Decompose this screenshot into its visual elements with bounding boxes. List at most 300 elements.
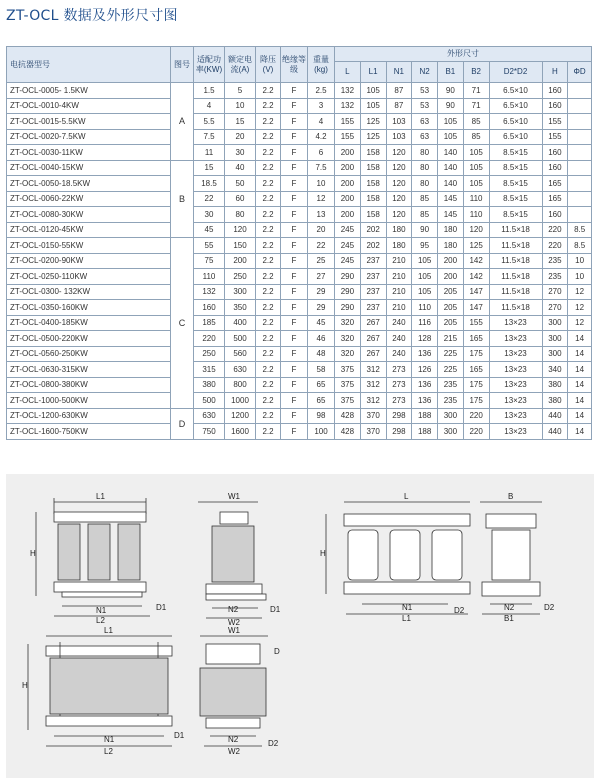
cell-value: 2.2 bbox=[256, 284, 281, 300]
cell-value: F bbox=[281, 284, 308, 300]
cell-value: 300 bbox=[438, 424, 464, 440]
cell-value: 45 bbox=[308, 315, 335, 331]
cell-value: 80 bbox=[412, 145, 438, 161]
cell-value: 185 bbox=[194, 315, 225, 331]
cell-value: F bbox=[281, 315, 308, 331]
cell-value: 29 bbox=[308, 284, 335, 300]
cell-model: ZT-OCL-0800-380KW bbox=[7, 377, 171, 393]
cell-value: 120 bbox=[386, 145, 412, 161]
cell-value: 105 bbox=[463, 160, 489, 176]
cell-model: ZT-OCL-0030-11KW bbox=[7, 145, 171, 161]
cell-value: 750 bbox=[194, 424, 225, 440]
cell-value: 245 bbox=[335, 222, 361, 238]
cell-value: 155 bbox=[463, 315, 489, 331]
label-d2-d: D2 bbox=[268, 739, 279, 748]
cell-value: 320 bbox=[335, 315, 361, 331]
cell-model: ZT-OCL-0630-315KW bbox=[7, 362, 171, 378]
cell-value: 14 bbox=[568, 346, 592, 362]
cell-value: 14 bbox=[568, 377, 592, 393]
header-dim: N1 bbox=[386, 62, 412, 83]
cell-value: 136 bbox=[412, 393, 438, 409]
cell-value: 105 bbox=[412, 253, 438, 269]
cell-value: 13×23 bbox=[489, 315, 542, 331]
cell-group: A bbox=[171, 83, 194, 161]
cell-value: 2.2 bbox=[256, 83, 281, 99]
table-row bbox=[7, 408, 592, 424]
cell-value: F bbox=[281, 207, 308, 223]
cell-value: F bbox=[281, 377, 308, 393]
cell-value: 95 bbox=[412, 238, 438, 254]
cell-value: 2.2 bbox=[256, 377, 281, 393]
cell-value: 340 bbox=[542, 362, 568, 378]
cell-model: ZT-OCL-0250-110KW bbox=[7, 269, 171, 285]
cell-value: 14 bbox=[568, 362, 592, 378]
dimension-drawings-panel bbox=[6, 474, 594, 778]
cell-value: 155 bbox=[542, 114, 568, 130]
cell-value: 75 bbox=[194, 253, 225, 269]
cell-value: 2.2 bbox=[256, 114, 281, 130]
cell-value: 2.2 bbox=[256, 393, 281, 409]
cell-value: 1600 bbox=[225, 424, 256, 440]
cell-value: 11.5×18 bbox=[489, 238, 542, 254]
cell-value: 235 bbox=[438, 377, 464, 393]
cell-value: 105 bbox=[360, 83, 386, 99]
cell-value: 8.5 bbox=[568, 222, 592, 238]
cell-value: F bbox=[281, 160, 308, 176]
cell-value: 200 bbox=[335, 145, 361, 161]
cell-value: 12 bbox=[568, 300, 592, 316]
cell-value: 80 bbox=[225, 207, 256, 223]
table-row bbox=[7, 253, 592, 269]
cell-value: 2.2 bbox=[256, 346, 281, 362]
cell-value: 165 bbox=[542, 176, 568, 192]
cell-model: ZT-OCL-0400-185KW bbox=[7, 315, 171, 331]
cell-value bbox=[568, 129, 592, 145]
header-dim: L bbox=[335, 62, 361, 83]
cell-value: 220 bbox=[542, 222, 568, 238]
label-l1-a: L1 bbox=[96, 492, 105, 501]
cell-value: 7.5 bbox=[308, 160, 335, 176]
cell-value: 12 bbox=[308, 191, 335, 207]
cell-value: 160 bbox=[542, 98, 568, 114]
cell-value: 6.5×10 bbox=[489, 98, 542, 114]
table-row bbox=[7, 114, 592, 130]
cell-value: 6.5×10 bbox=[489, 83, 542, 99]
cell-value: 800 bbox=[225, 377, 256, 393]
cell-value: 60 bbox=[225, 191, 256, 207]
cell-value: 12 bbox=[568, 315, 592, 331]
table-row bbox=[7, 83, 592, 99]
cell-value: F bbox=[281, 362, 308, 378]
cell-model: ZT-OCL-0350-160KW bbox=[7, 300, 171, 316]
cell-value: 10 bbox=[568, 253, 592, 269]
cell-model: ZT-OCL-0005- 1.5KW bbox=[7, 83, 171, 99]
cell-value bbox=[568, 207, 592, 223]
cell-value: 132 bbox=[335, 83, 361, 99]
cell-value: F bbox=[281, 393, 308, 409]
cell-value: 22 bbox=[194, 191, 225, 207]
cell-value: 180 bbox=[386, 222, 412, 238]
cell-value: 6.5×10 bbox=[489, 114, 542, 130]
cell-value: 120 bbox=[463, 222, 489, 238]
cell-value: 125 bbox=[360, 129, 386, 145]
cell-model: ZT-OCL-0300- 132KW bbox=[7, 284, 171, 300]
cell-value: F bbox=[281, 98, 308, 114]
cell-value: 220 bbox=[463, 424, 489, 440]
cell-value: 85 bbox=[412, 191, 438, 207]
label-n1-b: N1 bbox=[402, 603, 413, 612]
cell-model: ZT-OCL-0200-90KW bbox=[7, 253, 171, 269]
cell-value: F bbox=[281, 253, 308, 269]
cell-value: 312 bbox=[360, 362, 386, 378]
label-d2-side-b: D2 bbox=[544, 603, 555, 612]
cell-value: 13×23 bbox=[489, 377, 542, 393]
label-n1-d: N1 bbox=[104, 735, 115, 744]
cell-value: 270 bbox=[542, 284, 568, 300]
cell-value: 145 bbox=[438, 191, 464, 207]
cell-value: 250 bbox=[225, 269, 256, 285]
table-row bbox=[7, 393, 592, 409]
cell-value: 80 bbox=[412, 160, 438, 176]
cell-value: 440 bbox=[542, 408, 568, 424]
cell-value: 165 bbox=[542, 191, 568, 207]
cell-value: 267 bbox=[360, 315, 386, 331]
cell-model: ZT-OCL-0120-45KW bbox=[7, 222, 171, 238]
cell-value: 205 bbox=[438, 284, 464, 300]
cell-value: 15 bbox=[225, 114, 256, 130]
cell-value: 13×23 bbox=[489, 393, 542, 409]
cell-value: 140 bbox=[438, 160, 464, 176]
cell-value: 63 bbox=[412, 114, 438, 130]
cell-value: 205 bbox=[438, 300, 464, 316]
label-h-b: H bbox=[320, 549, 326, 558]
cell-group: B bbox=[171, 160, 194, 238]
cell-value: 202 bbox=[360, 222, 386, 238]
drawing-side-d bbox=[200, 636, 268, 746]
table-row bbox=[7, 346, 592, 362]
cell-value: 53 bbox=[412, 83, 438, 99]
cell-value: 175 bbox=[463, 393, 489, 409]
cell-value: 165 bbox=[463, 331, 489, 347]
header-dim: B2 bbox=[463, 62, 489, 83]
cell-value: 125 bbox=[463, 238, 489, 254]
cell-value: 175 bbox=[463, 377, 489, 393]
cell-value: 630 bbox=[225, 362, 256, 378]
cell-value: 320 bbox=[335, 331, 361, 347]
cell-value: 2.2 bbox=[256, 145, 281, 161]
cell-value bbox=[568, 145, 592, 161]
cell-model: ZT-OCL-1600-750KW bbox=[7, 424, 171, 440]
cell-value: 560 bbox=[225, 346, 256, 362]
cell-value: 500 bbox=[194, 393, 225, 409]
cell-value: 290 bbox=[335, 300, 361, 316]
cell-value: 298 bbox=[386, 408, 412, 424]
cell-value: 90 bbox=[438, 98, 464, 114]
header-dim: B1 bbox=[438, 62, 464, 83]
cell-value: 136 bbox=[412, 346, 438, 362]
cell-value: 71 bbox=[463, 98, 489, 114]
header-model: 电抗器型号 bbox=[7, 47, 171, 83]
table-row bbox=[7, 176, 592, 192]
cell-value: 150 bbox=[225, 238, 256, 254]
drawing-side-a bbox=[198, 502, 266, 618]
cell-value: 375 bbox=[335, 362, 361, 378]
cell-value: 315 bbox=[194, 362, 225, 378]
cell-value: 10 bbox=[568, 269, 592, 285]
table-row bbox=[7, 284, 592, 300]
cell-value: F bbox=[281, 222, 308, 238]
table-row bbox=[7, 98, 592, 114]
cell-value: 370 bbox=[360, 408, 386, 424]
cell-value: 380 bbox=[542, 377, 568, 393]
cell-value: 2.2 bbox=[256, 424, 281, 440]
cell-value: 6.5×10 bbox=[489, 129, 542, 145]
cell-value: 45 bbox=[194, 222, 225, 238]
cell-group: C bbox=[171, 238, 194, 409]
cell-value: 237 bbox=[360, 284, 386, 300]
cell-value: 428 bbox=[335, 408, 361, 424]
cell-value: 22 bbox=[308, 238, 335, 254]
table-row bbox=[7, 238, 592, 254]
cell-value: F bbox=[281, 145, 308, 161]
cell-value: 440 bbox=[542, 424, 568, 440]
cell-value: 20 bbox=[225, 129, 256, 145]
cell-value: 13×23 bbox=[489, 408, 542, 424]
cell-value: 15 bbox=[194, 160, 225, 176]
cell-value: 200 bbox=[335, 207, 361, 223]
cell-value: 200 bbox=[335, 176, 361, 192]
cell-value: F bbox=[281, 269, 308, 285]
header-dim: L1 bbox=[360, 62, 386, 83]
drawing-front-d bbox=[28, 636, 172, 746]
cell-value: 158 bbox=[360, 191, 386, 207]
cell-value bbox=[568, 160, 592, 176]
cell-value: 202 bbox=[360, 238, 386, 254]
table-row bbox=[7, 362, 592, 378]
label-l1-b: L1 bbox=[402, 614, 411, 623]
cell-value: 80 bbox=[412, 176, 438, 192]
header-current: 额定电流(A) bbox=[225, 47, 256, 83]
header-dims-group: 外形尺寸 bbox=[335, 47, 592, 62]
cell-value: 14 bbox=[568, 331, 592, 347]
cell-value bbox=[568, 83, 592, 99]
cell-value: 1200 bbox=[225, 408, 256, 424]
cell-value: 120 bbox=[386, 176, 412, 192]
cell-value: 27 bbox=[308, 269, 335, 285]
header-group: 图号 bbox=[171, 47, 194, 83]
cell-value: 380 bbox=[194, 377, 225, 393]
header-drop: 降压(V) bbox=[256, 47, 281, 83]
cell-value: 400 bbox=[225, 315, 256, 331]
cell-value: 105 bbox=[463, 176, 489, 192]
cell-value: 160 bbox=[542, 145, 568, 161]
cell-value: 140 bbox=[438, 176, 464, 192]
cell-value bbox=[568, 176, 592, 192]
label-b1-b: B1 bbox=[504, 614, 514, 623]
cell-value bbox=[568, 114, 592, 130]
table-row bbox=[7, 331, 592, 347]
header-insulation: 绝缘等级 bbox=[281, 47, 308, 83]
cell-value: 210 bbox=[386, 284, 412, 300]
cell-value: 200 bbox=[438, 269, 464, 285]
cell-value: F bbox=[281, 331, 308, 347]
cell-value: 2.2 bbox=[256, 222, 281, 238]
cell-value: 630 bbox=[194, 408, 225, 424]
cell-model: ZT-OCL-0560-250KW bbox=[7, 346, 171, 362]
cell-value: 145 bbox=[438, 207, 464, 223]
cell-value: 142 bbox=[463, 269, 489, 285]
cell-value: 5.5 bbox=[194, 114, 225, 130]
cell-value: 7.5 bbox=[194, 129, 225, 145]
cell-model: ZT-OCL-0020-7.5KW bbox=[7, 129, 171, 145]
cell-value: 160 bbox=[542, 83, 568, 99]
cell-value: 8.5×15 bbox=[489, 160, 542, 176]
cell-value: 30 bbox=[225, 145, 256, 161]
cell-value: 98 bbox=[308, 408, 335, 424]
cell-value: 120 bbox=[386, 207, 412, 223]
cell-value: 110 bbox=[463, 191, 489, 207]
cell-value: 85 bbox=[463, 114, 489, 130]
cell-value: 3 bbox=[308, 98, 335, 114]
cell-value: 12 bbox=[568, 284, 592, 300]
cell-value: 273 bbox=[386, 393, 412, 409]
cell-value: 8.5×15 bbox=[489, 191, 542, 207]
cell-value: F bbox=[281, 346, 308, 362]
cell-model: ZT-OCL-0060-22KW bbox=[7, 191, 171, 207]
cell-value: 235 bbox=[438, 393, 464, 409]
cell-value: 210 bbox=[386, 269, 412, 285]
cell-value: 300 bbox=[438, 408, 464, 424]
cell-value: 240 bbox=[386, 331, 412, 347]
cell-value: 6 bbox=[308, 145, 335, 161]
cell-value: 375 bbox=[335, 377, 361, 393]
cell-value: 63 bbox=[412, 129, 438, 145]
cell-value: 14 bbox=[568, 408, 592, 424]
cell-value: 100 bbox=[308, 424, 335, 440]
cell-value: 90 bbox=[412, 222, 438, 238]
cell-value: 142 bbox=[463, 253, 489, 269]
cell-value: 2.2 bbox=[256, 98, 281, 114]
cell-value: 4.2 bbox=[308, 129, 335, 145]
cell-value: 2.2 bbox=[256, 160, 281, 176]
cell-model: ZT-OCL-0015-5.5KW bbox=[7, 114, 171, 130]
table-row bbox=[7, 207, 592, 223]
header-dim: D2*D2 bbox=[489, 62, 542, 83]
label-h-a: H bbox=[30, 549, 36, 558]
cell-value: 165 bbox=[463, 362, 489, 378]
cell-value: F bbox=[281, 114, 308, 130]
table-row bbox=[7, 315, 592, 331]
cell-value: 220 bbox=[463, 408, 489, 424]
cell-model: ZT-OCL-0050-18.5KW bbox=[7, 176, 171, 192]
cell-value: 290 bbox=[335, 284, 361, 300]
cell-value: 160 bbox=[542, 160, 568, 176]
cell-value: 290 bbox=[335, 269, 361, 285]
cell-value: 2.2 bbox=[256, 315, 281, 331]
cell-value: 273 bbox=[386, 377, 412, 393]
cell-value: 160 bbox=[542, 207, 568, 223]
cell-value: F bbox=[281, 129, 308, 145]
cell-value: 85 bbox=[463, 129, 489, 145]
cell-value: 2.2 bbox=[256, 129, 281, 145]
cell-value: 13 bbox=[308, 207, 335, 223]
cell-group: D bbox=[171, 408, 194, 439]
cell-value: 103 bbox=[386, 114, 412, 130]
header-dim: ΦD bbox=[568, 62, 592, 83]
cell-value: 250 bbox=[194, 346, 225, 362]
cell-value: 205 bbox=[438, 315, 464, 331]
cell-value: 2.2 bbox=[256, 207, 281, 223]
label-d1-a: D1 bbox=[156, 603, 167, 612]
cell-value: 46 bbox=[308, 331, 335, 347]
cell-value: 8.5 bbox=[568, 238, 592, 254]
cell-value: 1.5 bbox=[194, 83, 225, 99]
cell-value: 140 bbox=[438, 145, 464, 161]
cell-value: 105 bbox=[412, 284, 438, 300]
cell-value: 155 bbox=[335, 114, 361, 130]
header-weight: 重量(kg) bbox=[308, 47, 335, 83]
table-row bbox=[7, 129, 592, 145]
cell-value: 210 bbox=[386, 300, 412, 316]
table-row bbox=[7, 377, 592, 393]
cell-value: 11.5×18 bbox=[489, 284, 542, 300]
cell-value: 370 bbox=[360, 424, 386, 440]
cell-value: 14 bbox=[568, 424, 592, 440]
cell-value: 188 bbox=[412, 408, 438, 424]
cell-value: F bbox=[281, 408, 308, 424]
cell-value: 4 bbox=[308, 114, 335, 130]
cell-value: 2.2 bbox=[256, 331, 281, 347]
cell-value: 235 bbox=[542, 253, 568, 269]
cell-value: 298 bbox=[386, 424, 412, 440]
cell-value: 220 bbox=[194, 331, 225, 347]
cell-value: 350 bbox=[225, 300, 256, 316]
cell-value: 300 bbox=[542, 315, 568, 331]
cell-value: 87 bbox=[386, 98, 412, 114]
label-l2-d: L2 bbox=[104, 747, 113, 756]
label-b-b: B bbox=[508, 492, 514, 501]
cell-model: ZT-OCL-0500-220KW bbox=[7, 331, 171, 347]
cell-value: 180 bbox=[438, 222, 464, 238]
cell-value: 18.5 bbox=[194, 176, 225, 192]
cell-model: ZT-OCL-0040-15KW bbox=[7, 160, 171, 176]
cell-value: 10 bbox=[225, 98, 256, 114]
header-power: 适配功率(KW) bbox=[194, 47, 225, 83]
cell-value: 53 bbox=[412, 98, 438, 114]
cell-value: 120 bbox=[225, 222, 256, 238]
cell-value: 50 bbox=[225, 176, 256, 192]
cell-value: F bbox=[281, 176, 308, 192]
cell-value: 13×23 bbox=[489, 346, 542, 362]
cell-value: 200 bbox=[225, 253, 256, 269]
cell-value: 13×23 bbox=[489, 362, 542, 378]
label-w1-a: W1 bbox=[228, 492, 240, 501]
cell-value: 240 bbox=[386, 315, 412, 331]
cell-value: 2.2 bbox=[256, 238, 281, 254]
cell-value: 85 bbox=[412, 207, 438, 223]
cell-value: F bbox=[281, 191, 308, 207]
cell-value: 116 bbox=[412, 315, 438, 331]
cell-value: 2.2 bbox=[256, 253, 281, 269]
cell-value: 132 bbox=[335, 98, 361, 114]
label-w1-d: W1 bbox=[228, 626, 240, 635]
cell-model: ZT-OCL-1000-500KW bbox=[7, 393, 171, 409]
cell-value: 300 bbox=[225, 284, 256, 300]
cell-value: 8.5×15 bbox=[489, 176, 542, 192]
cell-value: 11.5×18 bbox=[489, 300, 542, 316]
drawing-side-b bbox=[480, 502, 542, 614]
cell-value: 11.5×18 bbox=[489, 269, 542, 285]
